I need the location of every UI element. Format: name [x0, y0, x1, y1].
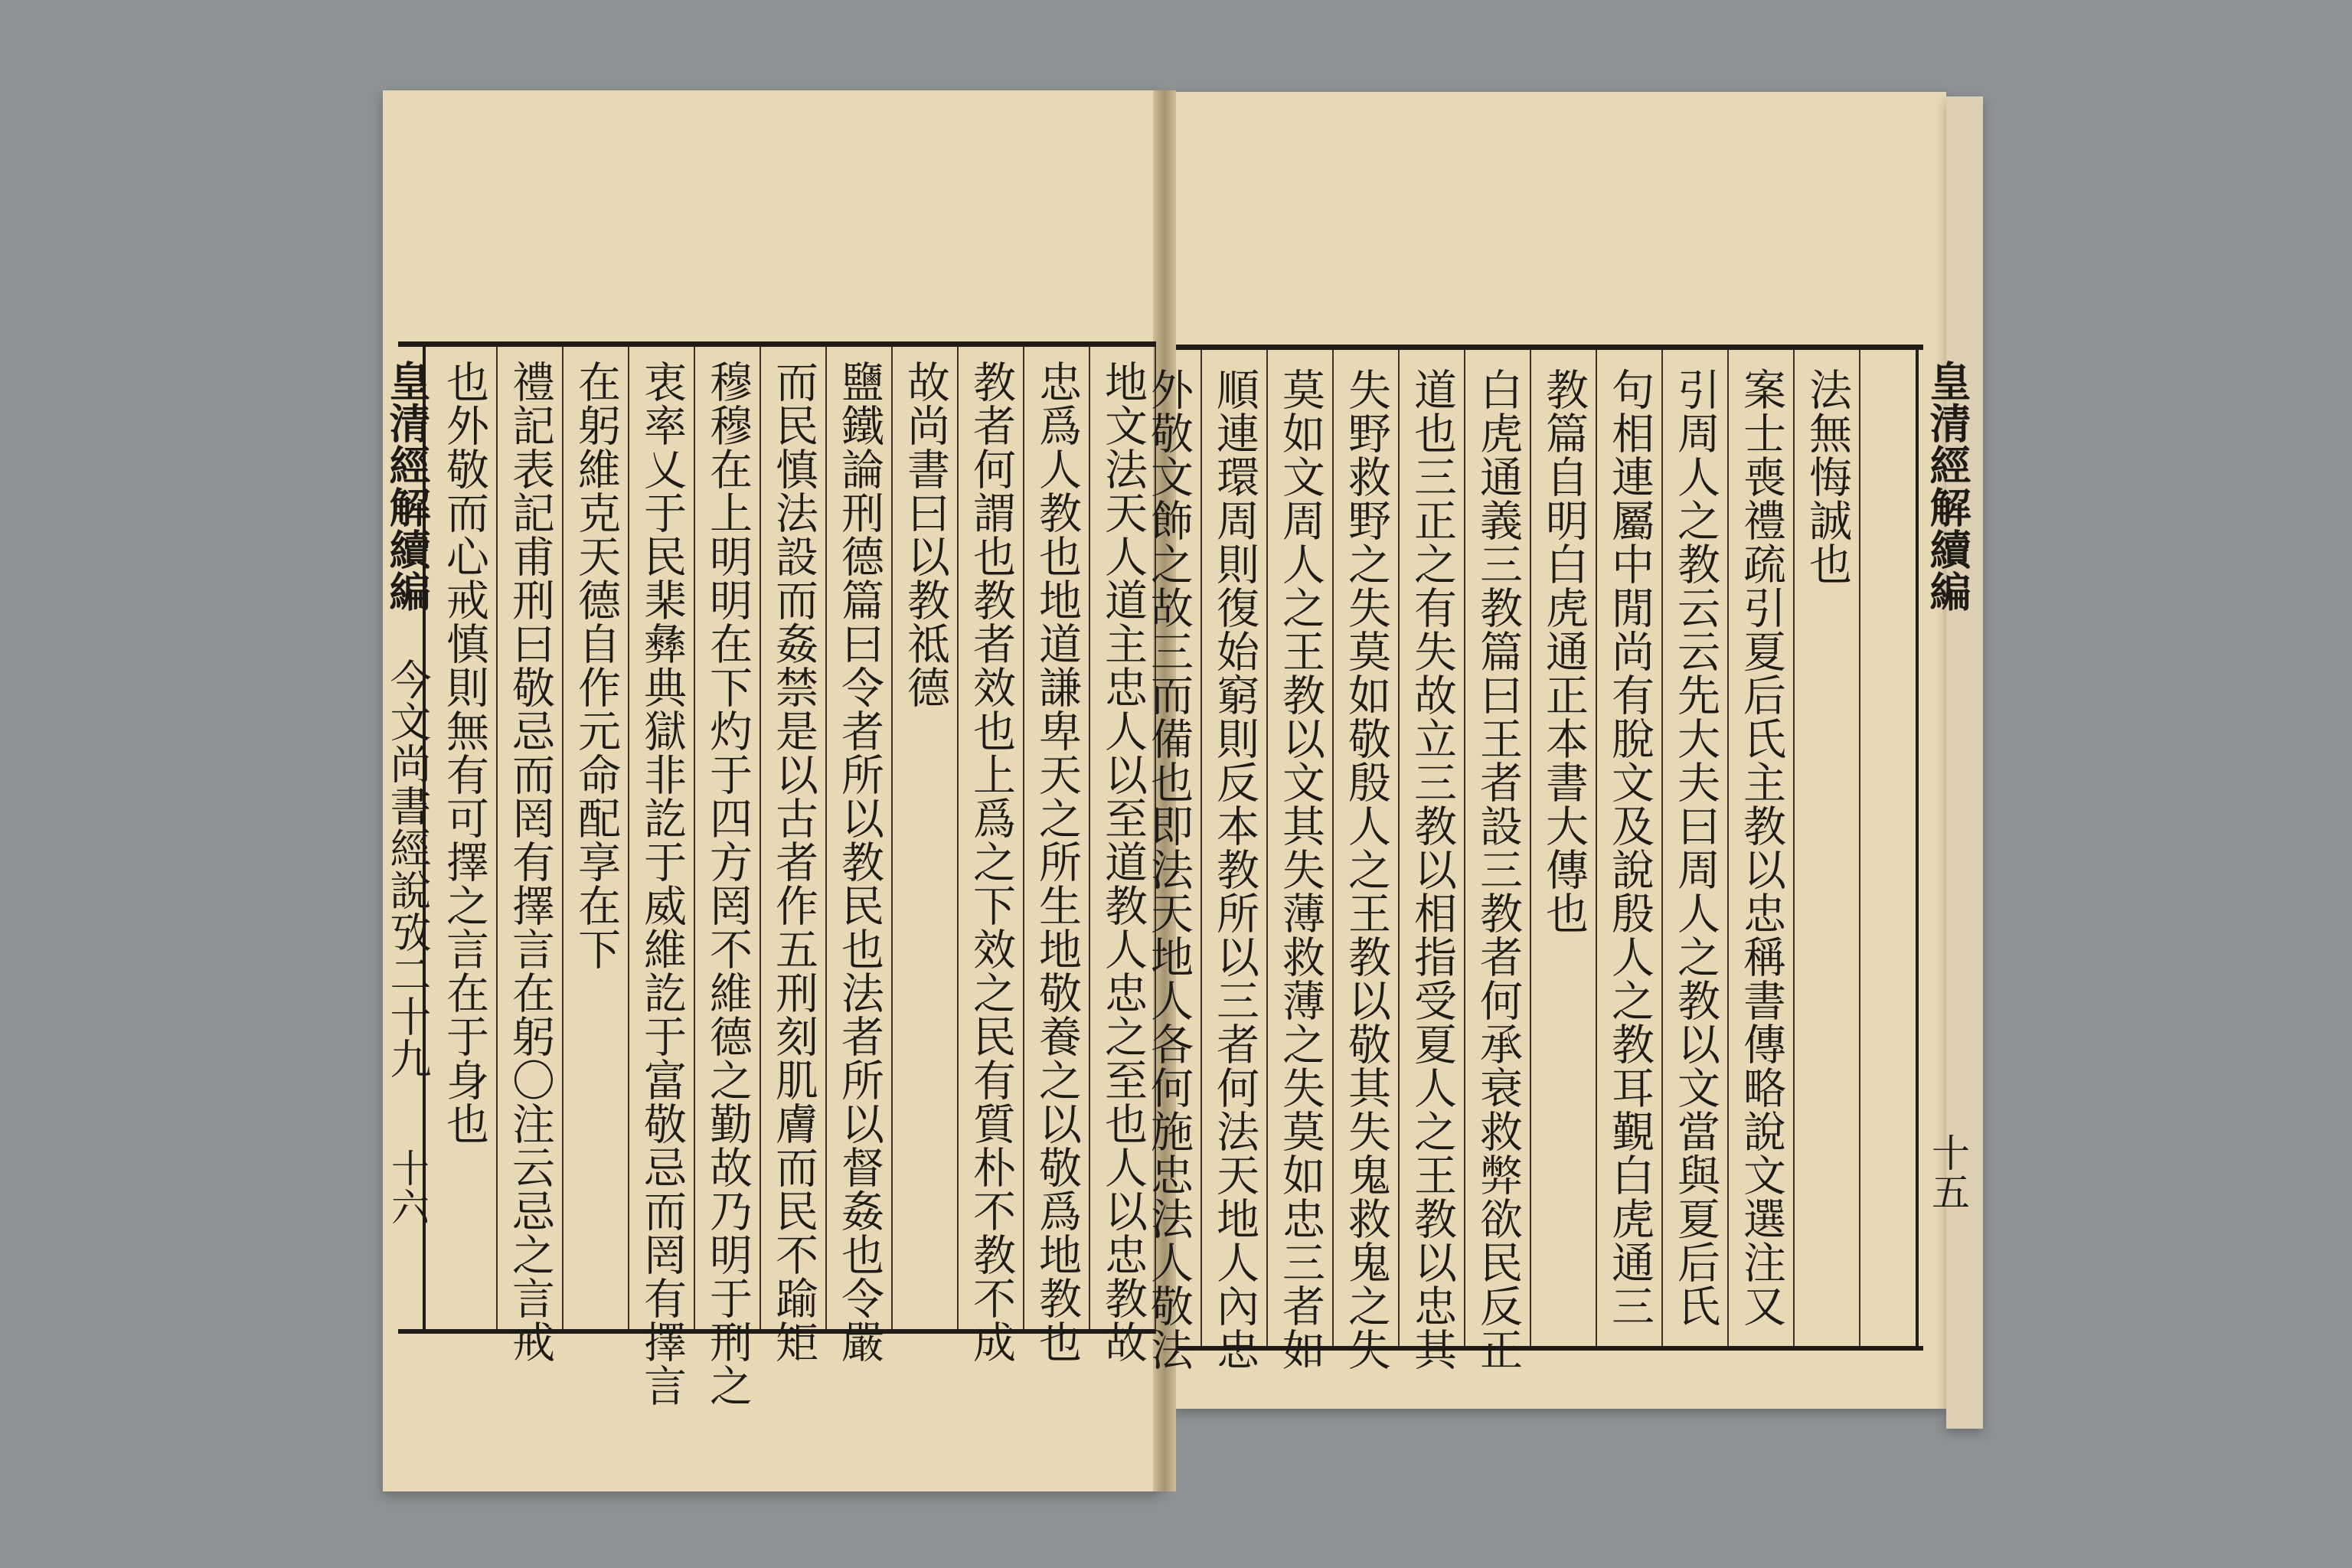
left-margin-title: 皇清經解續編: [383, 360, 432, 612]
left-text-column: 衷率乂于民棐彝典獄非訖于威維訖于富敬忌而罔有擇言: [637, 360, 687, 1407]
right-margin-title: 皇清經解續編: [1923, 360, 1972, 612]
column-rule: [1727, 350, 1729, 1346]
column-rule: [1793, 350, 1795, 1346]
column-rule: [628, 347, 629, 1329]
right-margin-page-number: 十五: [1926, 1133, 1970, 1211]
left-text-column: 而民慎法設而姦禁是以古者作五刑刻肌膚而民不踰矩: [769, 360, 818, 1364]
left-margin-subtitle: 今文尚書經說攷二十九: [384, 658, 432, 1080]
right-text-column: 句相連屬中閒尚有脫文及說殷人之教耳覲白虎通三: [1605, 368, 1655, 1328]
left-text-column: 在躬維克天德自作元命配享在下: [571, 360, 621, 971]
column-rule: [496, 347, 498, 1329]
column-rule: [1596, 350, 1597, 1346]
column-rule: [1398, 350, 1400, 1346]
left-text-column: 忠爲人教也地道謙卑天之所生地敬養之以敬爲地教也: [1032, 360, 1082, 1364]
column-rule: [760, 347, 761, 1329]
left-top-border: [398, 341, 1156, 347]
column-rule: [1661, 350, 1663, 1346]
right-top-border: [1176, 345, 1923, 350]
column-rule: [957, 347, 959, 1329]
column-rule: [1266, 350, 1268, 1346]
column-rule: [694, 347, 695, 1329]
column-rule: [1200, 350, 1202, 1346]
page-edges: [1946, 96, 1983, 1429]
right-text-column: 白虎通義三教篇曰王者設三教者何承衰救弊欲民反正: [1473, 368, 1523, 1371]
right-text-column: 失野救野之失莫如敬殷人之王教以敬其失鬼救鬼之失: [1341, 368, 1391, 1371]
column-rule: [1023, 347, 1024, 1329]
left-text-column: 鹽鐵論刑德篇曰令者所以教民也法者所以督姦也令嚴: [835, 360, 884, 1364]
right-text-column: 莫如文周人之王教以文其失薄救薄之失莫如忠三者如: [1276, 368, 1325, 1371]
right-text-column: 順連環周則復始窮則反本教所以三者何法天地人內忠: [1210, 368, 1259, 1371]
left-text-column: 也外敬而心戒慎則無有可擇之言在于身也: [439, 360, 489, 1145]
column-rule: [562, 347, 564, 1329]
column-rule: [891, 347, 893, 1329]
left-text-column: 禮記表記甫刑曰敬忌而罔有擇言在躬〇注云忌之言戒: [505, 360, 555, 1364]
right-text-column: 案士喪禮疏引夏后氏主教以忠稱書傳略說文選注又: [1736, 368, 1786, 1328]
left-text-column: 穆穆在上明明在下灼于四方罔不維德之勤故乃明于刑之: [703, 360, 753, 1407]
column-rule: [1859, 350, 1860, 1346]
left-text-column: 地文法天人道主忠人以至道教人忠之至也人以忠教故: [1098, 360, 1148, 1364]
column-rule: [1530, 350, 1531, 1346]
column-rule: [1464, 350, 1465, 1346]
left-text-column: 故尚書曰以教祗德: [900, 360, 950, 709]
column-rule: [1332, 350, 1334, 1346]
right-text-column: 法無悔誠也: [1802, 368, 1852, 586]
right-text-column: 道也三正之有失故立三教以相指受夏人之王教以忠其: [1407, 368, 1457, 1371]
right-outer-border: [1916, 350, 1919, 1346]
right-text-column: 外敬文飾之故三而備也即法天地人各何施忠法人敬法: [1144, 368, 1194, 1371]
column-rule: [1089, 347, 1090, 1329]
right-text-column: 教篇自明白虎通正本書大傳也: [1539, 368, 1589, 935]
right-text-column: 引周人之教云云先大夫曰周人之教以文當與夏后氏: [1671, 368, 1720, 1328]
left-margin-page-number: 十六: [385, 1148, 430, 1227]
left-text-column: 教者何謂也教者效也上爲之下效之民有質朴不教不成: [966, 360, 1016, 1364]
column-rule: [825, 347, 827, 1329]
